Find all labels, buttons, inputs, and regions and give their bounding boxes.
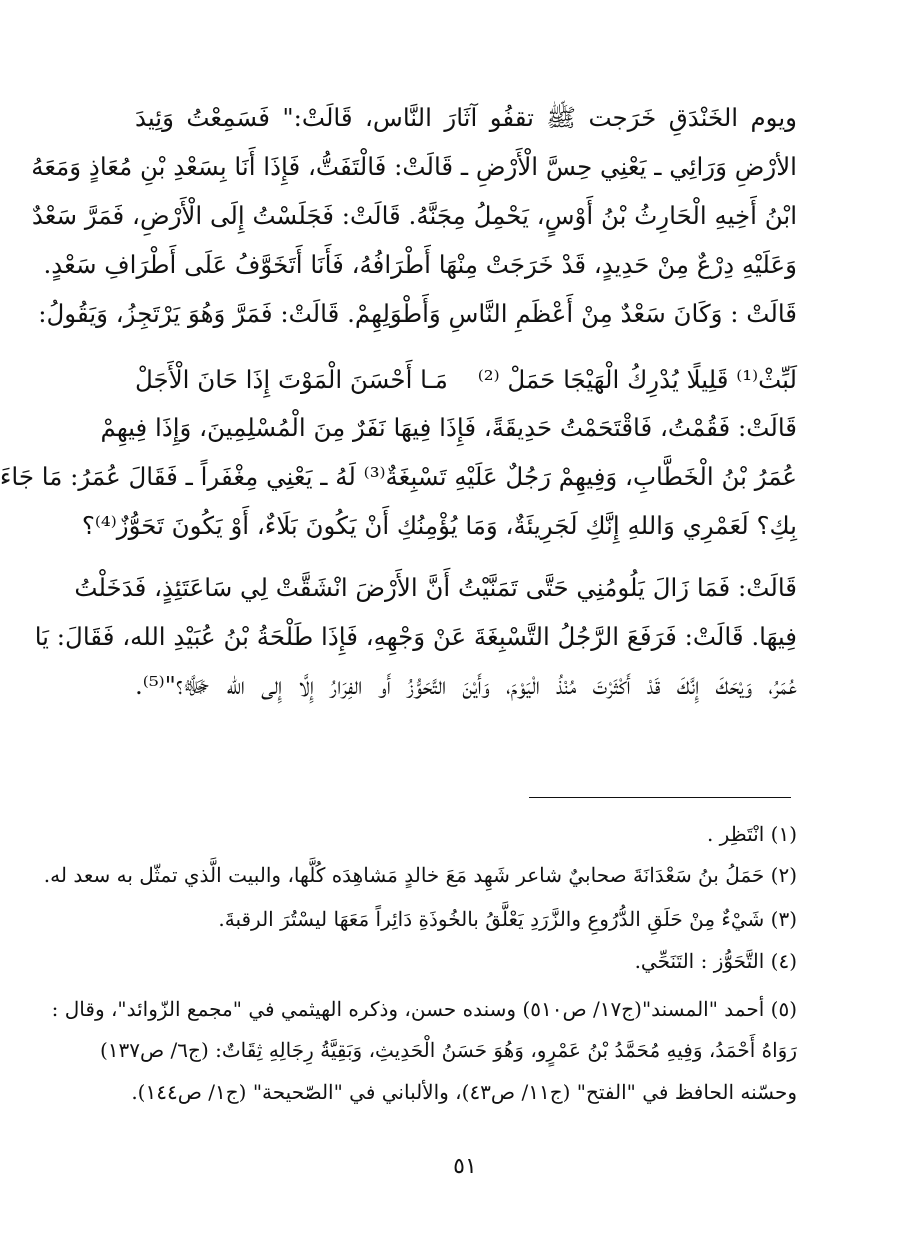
body-line: قَالَتْ: فَقُمْتُ، فَاقْتَحَمْتُ حَدِيقَةً، فَإِذَا فِيهَا نَفَرٌ مِنَ الْمُسْلِمِينَ، وَإِذَا فِيهِمْ bbox=[100, 413, 797, 442]
body-line: الأرْضِ وَرَائِي ـ يَعْنِي حِسَّ الْأَرْضِ ـ قَالَتْ: فَالْتَفَتُّ، فَإِذَا أَنَا بِسَعْدِ بْنِ مُعَاذٍ وَمَعَهُ bbox=[31, 152, 797, 181]
verse-second-hemistich: مَـا أَحْسَنَ الْمَوْتَ إِذَا حَانَ الْأَجَلْ bbox=[135, 365, 448, 394]
footnote-separator bbox=[529, 797, 791, 798]
footnote-2: (٢) حَمَلُ بنُ سَعْدَانَةَ صحابيٌ شاعر شَهِد مَعَ خالدٍ مَشاهِدَه كُلَّها، والبيت الَّذي تمثّل به سعد له. bbox=[43, 863, 797, 887]
body-line: عُمَرُ، وَيْحَكَ إِنَّكَ قَدْ أَكْثَرْتَ مُنْذُ الْيَوْمَ، وَأَيْنَ التَّحَوُّزُ أَو الفِرَارُ إِلَّا إِلى الله ﷻ؟"⁽⁵⁾. bbox=[135, 671, 797, 700]
footnote-1: (١) انْتَظِر . bbox=[706, 822, 797, 846]
body-line: قَالَتْ : وَكَانَ سَعْدٌ مِنْ أَعْظَمِ النَّاسِ وَأَطْوَلِهِمْ. قَالَتْ: فَمَرَّ وَهُوَ يَرْتَجِزُ، وَيَقُولُ: bbox=[38, 299, 797, 328]
body-line: ويوم الخَنْدَقِ خَرَجت ﷺ تقفُو آثَارَ النَّاس، قَالَتْ:" فَسَمِعْتُ وَئِيدَ bbox=[135, 103, 797, 132]
body-line: قَالَتْ: فَمَا زَالَ يَلُومُنِي حَتَّى تَمَنَّيْتُ أَنَّ الأَرْضَ انْشَقَّتْ لِي سَاعَتَئِذٍ، فَدَخَلْتُ bbox=[74, 573, 797, 602]
body-line: عُمَرُ بْنُ الْخَطَّابِ، وَفِيهِمْ رَجُلٌ عَلَيْهِ تَسْبِغَةٌ⁽³⁾ لَهُ ـ يَعْنِي مِغْفَراً ـ فَقَالَ عُمَرُ: مَا جَاءَ bbox=[0, 462, 797, 491]
body-line: بِكِ؟ لَعَمْرِي وَاللهِ إِنَّكِ لَجَرِيئَةٌ، وَمَا يُؤْمِنُكِ أَنْ يَكُونَ بَلَاءٌ، أَوْ يَكُونَ تَحَوُّزٌ⁽⁴⁾؟ bbox=[81, 511, 797, 540]
footnote-3: (٣) شَيْءٌ مِنْ حَلَقِ الدُّرُوعِ والزَّرَدِ يَعْلَّقُ بالخُوذَةِ دَائِراً مَعَهَا ليسْتُرَ الرقبةَ. bbox=[218, 907, 797, 931]
footnote-4: (٤) التَّحَوُّز : التَنَحِّي. bbox=[634, 949, 797, 973]
body-line: ابْنُ أَخِيهِ الْحَارِثُ بْنُ أَوْسٍ، يَحْمِلُ مِجَنَّهُ. قَالَتْ: فَجَلَسْتُ إِلَى الْأَرْضِ، فَمَرَّ سَعْدٌ bbox=[31, 201, 797, 230]
body-line: فِيهَا. قَالَتْ: فَرَفَعَ الرَّجُلُ التَّسْبِغَةَ عَنْ وَجْهِهِ، فَإِذَا طَلْحَةُ بْنُ عُبَيْدِ الله، فَقَالَ: يَا bbox=[34, 622, 797, 651]
footnote-5-line: وحسّنه الحافظ في "الفتح" (ج١١/ ص٤٣)، والألباني في "الصّحيحة" (ج١/ ص١٤٤). bbox=[131, 1080, 797, 1104]
footnote-5-line: رَوَاهُ أَحْمَدُ، وَفِيهِ مُحَمَّدُ بْنُ عَمْرٍو، وَهُوَ حَسَنُ الْحَدِيثِ، وَبَقِيَّةُ رِجَالِهِ ثِقَاتٌ: (ج٦/ ص١٣٧) bbox=[99, 1038, 797, 1062]
verse-first-hemistich: لَبِّثْ⁽¹⁾ قَلِيلًا يُدْرِكُ الْهَيْجَا حَمَلْ ⁽²⁾ bbox=[477, 365, 797, 394]
poetry-verse bbox=[135, 355, 797, 404]
footnote-5-line: (٥) أحمد "المسند"(ج١٧/ ص٥١٠) وسنده حسن، وذكره الهيثمي في "مجمع الزّوائد"، وقال : bbox=[51, 997, 797, 1021]
page-number: ٥١ bbox=[453, 1154, 477, 1179]
body-line: وَعَلَيْهِ دِرْعٌ مِنْ حَدِيدٍ، قَدْ خَرَجَتْ مِنْهَا أَطْرَافُهُ، فَأَنَا أَتَخَوَّفُ عَلَى أَطْرَافِ سَعْدٍ. bbox=[43, 250, 797, 279]
